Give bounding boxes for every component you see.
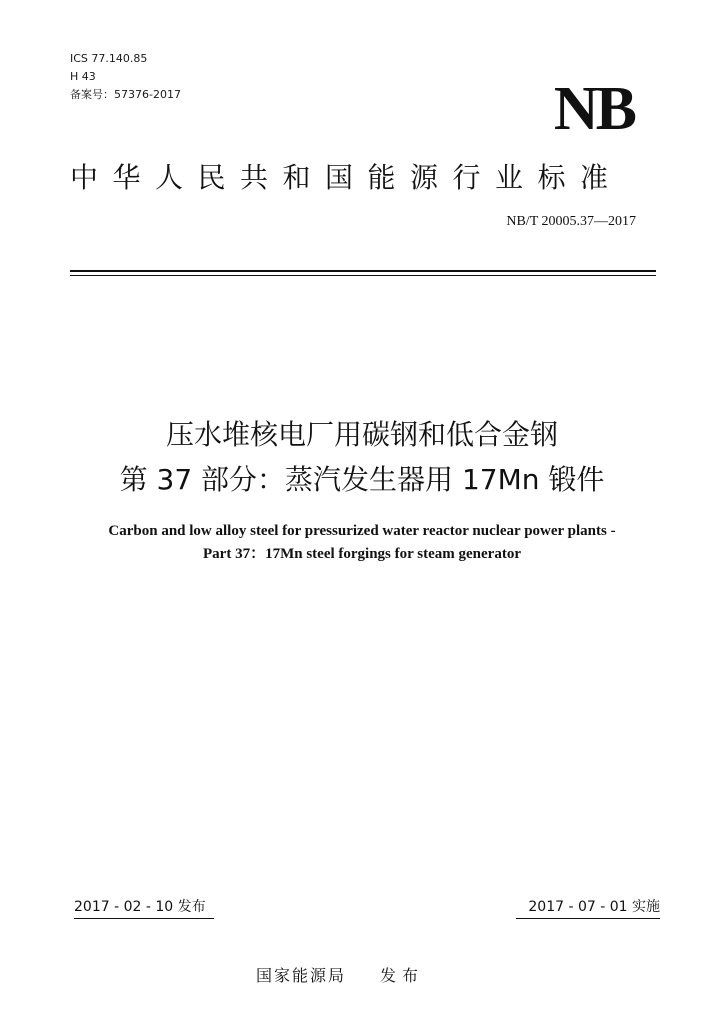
industry-standard-heading: 中华人民共和国能源行业标准 xyxy=(70,161,623,194)
issue-date: 2017 - 02 - 10 发布 xyxy=(74,896,214,919)
title-en-line2: Part 37：17Mn steel forgings for steam generator xyxy=(203,546,521,562)
filing-number: 备案号：57376-2017 xyxy=(70,88,181,101)
standard-code: NB/T 20005.37—2017 xyxy=(506,214,636,229)
title-cn-line2: 第 37 部分：蒸汽发生器用 17Mn 锻件 xyxy=(119,463,605,496)
title-en-line1: Carbon and low alloy steel for pressurized water reactor nuclear power plants - xyxy=(108,523,616,539)
header-rule-thin xyxy=(70,275,656,276)
publisher-line xyxy=(256,963,424,986)
implementation-date: 2017 - 07 - 01 实施 xyxy=(516,896,660,919)
classification-code: H 43 xyxy=(70,70,96,83)
publisher-name: 国家能源局 xyxy=(256,966,347,985)
nb-logo: NB xyxy=(553,75,634,143)
title-cn-line1: 压水堆核电厂用碳钢和低合金钢 xyxy=(165,418,558,451)
ics-code: ICS 77.140.85 xyxy=(70,52,148,65)
standard-meta-block xyxy=(70,50,181,104)
publisher-action: 发布 xyxy=(380,966,425,985)
header-rule-thick xyxy=(70,270,656,272)
